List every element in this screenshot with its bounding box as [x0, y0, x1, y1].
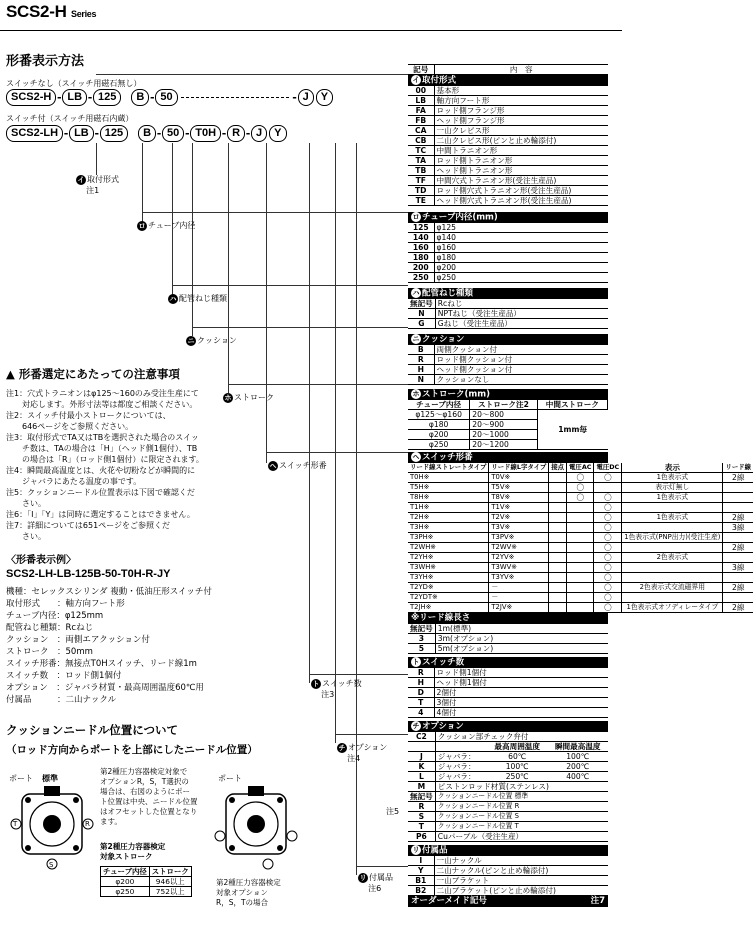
mount-row: FA ロッド側フランジ形 — [408, 106, 608, 116]
caution-line: の場合は「R」（ロッド側1個付）に限定されます。 — [6, 455, 204, 464]
cushion-row: H ヘッド側クッション付 — [408, 365, 608, 375]
qty-row: H ヘッド側1個付 — [408, 678, 608, 688]
example-line: 配管ねじ種類：Rcねじ — [6, 623, 94, 633]
option-row: M ピストンロッド材質(ステンレス) — [408, 782, 608, 792]
title-rule — [0, 30, 622, 31]
needle-desc-line: 場合は、右図のようにポー — [100, 787, 190, 796]
needle-caption-line: 対象オプション — [216, 888, 268, 897]
option-row: P6 Cuパーブル（受注生産） — [408, 832, 608, 842]
switch-row: T3H※ T3V※ 〇 3線 — [408, 523, 753, 533]
caution-line: 注1：穴式トラニオンはφ125〜160のみ受注生産にて — [6, 389, 199, 398]
callout-cushion: ニ クッション — [187, 336, 237, 345]
callout-mount: イ 取付形式 注1 — [77, 175, 119, 195]
option-row: K ジャバラ： 100℃ 200℃ — [408, 762, 608, 772]
num-6-icon: ヘ — [269, 461, 277, 470]
right-tables: 記号 内 容 イ 取付形式 00 基本形 LB 軸方向フート形 FA ロッド側フランジ形 FB ヘッド側フランジ形 CA 一山クレビス形 CB 二山クレビス形(ピンと止め輪添付) TC 中間トラニオン形 TA ロッド側トラニオン形 TB ヘッド側トラニオン形 TF 中間穴式トラニオン形(受注生産品) TD ロッド側穴式トラニオン形(受注生産品) TE ヘッド側穴式トラニオン形(受注生産品) ロ チューブ内径(mm) 125 φ125 140 φ140 160 φ160 180 φ180 200 φ200 250 φ250 ハ 配管ねじ種類 無記号 Rcねじ N NPTねじ（受注生産品） G Gねじ（受注生産品） ニ クッション B 両側クッション付 R ロッド側クッション付 H ヘッド側クッション付 N クッションなし ホ ストローク(mm) チューブ内径 ストローク注2 中間ストローク φ125〜φ160 20〜800 1mm毎 φ180 20〜900 φ200 20〜1000 φ250 20〜1200 ヘ スイッチ形番 リード線ストレートタイプ リード線L字タイプ 接点 電圧AC 電圧DC 表示 リード線 T0H※ T0V※ 〇 〇 1色表示式 2線 T5H※ T5V※ 〇 表示灯無し T8H※ T8V※ 〇 〇 1色表示式 T1H※ T1V※ 〇 T2H※ T2V※ 〇 1色表示式 2線 T3H※ T3V※ 〇 3線 T3PH※ T3PV※ 〇 1色表示式(PNP出力)(受注生産) T2WH※ T2WV※ 〇 2線 T2YH※ T2YV※ 〇 2色表示式 T3WH※ T3WV※ 〇 3線 T3YH※ T3YV※ 〇 T2YD※ － 〇 2色表示式交流磁界用 2線 T2YDT※ － 〇 T2JH※ T2JV※ 〇 1色表示式オフディレータイプ 2線 ※リード線長さ 無記号 1m(標準) 3 3m(オプション) 5 5m(オプション) ト スイッチ数 R ロッド側1個付 H ヘッド側1個付 D 2個付 T 3個付 4 4個付 チ オプション C2 クッション部チェック弁付 最高周囲温度 瞬間最高温度 J ジャバラ： 60℃ 100℃ K ジャバラ： 100℃ 200℃ L ジャバラ： 250℃ 400℃ M ピストンロッド材質(ステンレス) 無記号 クッションニードル位置 標準 R クッションニードル位置 R S クッションニードル位置 S T クッションニードル位置 T P6 Cuパーブル（受注生産） リ 付属品 I 一山ナックル Y 二山ナックル(ピンと止め輪添付) B1 一山ブラケット B2 二山ブラケット(ピンと止め輪添付) オーダーメイド記号 注7 — [410, 65, 751, 906]
acc-row: B1 一山ブラケット — [408, 876, 608, 886]
switch-row: T2YDT※ － 〇 — [408, 593, 753, 603]
sec-order: オーダーメイド記号 注7 — [408, 896, 608, 907]
with-magnet-label: スイッチ付（スイッチ用磁石内蔵） — [6, 114, 134, 123]
code-series: SCS2-H — [6, 89, 56, 106]
caution-line: チ数は、TAの場合は「H」（ヘッド側1個付）、TB — [6, 444, 198, 453]
needle-caption — [216, 878, 281, 908]
mount-row: TC 中間トラニオン形 — [408, 146, 608, 156]
port-row: N NPTねじ（受注生産品） — [408, 309, 608, 319]
needle-desc-line: ます。 — [100, 817, 122, 826]
mark-t: T — [13, 820, 18, 828]
example-line: 付属品 ：二山ナックル — [6, 695, 117, 705]
note5-label: 注5 — [386, 807, 400, 816]
example-line: ストローク ：50mm — [6, 647, 93, 657]
caution-line: 注3：取付形式でTA又はTBを選択された場合のスイッ — [6, 433, 199, 442]
code-mount-2: LB — [69, 125, 94, 142]
sec-acc: リ 付属品 — [408, 845, 608, 856]
hdr-content: 内 容 — [434, 65, 608, 75]
callout-tube: ロ チューブ内径 — [138, 221, 196, 230]
needle-table: チューブ内径 ストローク φ200 946以上 φ250 752以上 — [100, 866, 192, 897]
sec-qty: ト スイッチ数 — [408, 657, 608, 668]
caution-line: 注7：詳細については651ページをご参照くだ — [6, 521, 171, 530]
lead-row: 5 5m(オプション) — [408, 644, 608, 654]
example-lines — [6, 586, 212, 706]
num-8-icon: チ — [338, 743, 346, 752]
switch-row: T8H※ T8V※ 〇 〇 1色表示式 — [408, 493, 753, 503]
tube-row: 140 φ140 — [408, 233, 608, 243]
example-line: クッション ：両側エアクッション付 — [6, 635, 150, 645]
mount-row: FB ヘッド側フランジ形 — [408, 116, 608, 126]
example-heading: 〈形番表示例〉 — [6, 555, 76, 566]
needle-caption-line: R，S，Tの場合 — [216, 898, 269, 907]
switch-row: T2JH※ T2JV※ 〇 1色表示式オフディレータイプ 2線 — [408, 603, 753, 613]
switch-row: T5H※ T5V※ 〇 表示灯無し — [408, 483, 753, 493]
num-3-icon: ハ — [169, 294, 177, 303]
tube-row: 250 φ250 — [408, 273, 608, 283]
standard-label: 標準 — [42, 774, 58, 783]
needle-desc-line: オプションR，S，T選択の — [100, 777, 189, 786]
tube-row: 125 φ125 — [408, 223, 608, 233]
cushion-row: R ロッド側クッション付 — [408, 355, 608, 365]
switch-row: T1H※ T1V※ 〇 — [408, 503, 753, 513]
lead-row: 3 3m(オプション) — [408, 634, 608, 644]
example-line: スイッチ形番：無接点T0Hスイッチ、リード線1m — [6, 659, 197, 669]
acc-row: Y 二山ナックル(ピンと止め輪添付) — [408, 866, 608, 876]
port-row: 無記号 Rcねじ — [408, 299, 608, 309]
code-stroke-2: 50 — [162, 125, 184, 142]
option-row: C2 クッション部チェック弁付 — [408, 732, 608, 742]
callout-option: チ オプション 注4 — [338, 743, 388, 763]
mount-row: TF 中間穴式トラニオン形(受注生産品) — [408, 176, 608, 186]
caution-line: 注6：「I」「Y」は同時に選定することはできません。 — [6, 510, 195, 519]
ordering-heading: 形番表示方法 — [6, 54, 85, 69]
mount-row: TD ロッド側穴式トラニオン形(受注生産品) — [408, 186, 608, 196]
code-stroke: 50 — [155, 89, 177, 106]
mount-row: TB ヘッド側トラニオン形 — [408, 166, 608, 176]
sec-cushion: ニ クッション — [408, 334, 608, 345]
caution-line: ジャバラにあたる温度の事です。 — [6, 477, 142, 486]
option-row: T クッションニードル位置 T — [408, 822, 608, 832]
example-line: チューブ内径：φ125mm — [6, 611, 104, 621]
num-5-icon: ホ — [224, 393, 232, 402]
mount-row: TE ヘッド側穴式トラニオン形(受注生産品) — [408, 196, 608, 206]
cautions-list — [6, 388, 204, 542]
sec-option: チ オプション — [408, 721, 608, 732]
lead-row: 無記号 1m(標準) — [408, 624, 608, 634]
caution-line: 646ページをご参照ください。 — [6, 422, 134, 431]
tube-row: 160 φ160 — [408, 243, 608, 253]
option-row: J ジャバラ： 60℃ 100℃ — [408, 752, 608, 762]
needle-desc-line: はオフセットした位置となり — [100, 807, 198, 816]
mount-row: CB 二山クレビス形(ピンと止め輪添付) — [408, 136, 608, 146]
callout-qty: ト スイッチ数 注3 — [312, 679, 362, 699]
needle-heading: クッションニードル位置について — [6, 723, 179, 737]
example-line: 機種：セレックスシリンダ 複動・低油圧形スイッチ付 — [6, 587, 212, 597]
code-bore: 125 — [93, 89, 121, 106]
callout-switch: ヘ スイッチ形番 — [269, 461, 327, 470]
example-code: SCS2-LH-LB-125B-50-T0H-R-JY — [6, 568, 171, 580]
callout-stroke: ホ ストローク — [224, 393, 274, 402]
code-series-2: SCS2-LH — [6, 125, 63, 142]
switch-row: T3WH※ T3WV※ 〇 3線 — [408, 563, 753, 573]
stroke-row: φ200 20〜1000 — [408, 430, 608, 440]
mount-row: TA ロッド側トラニオン形 — [408, 156, 608, 166]
qty-row: D 2個付 — [408, 688, 608, 698]
stroke-row: φ250 20〜1200 — [408, 440, 608, 450]
switch-row: T2YH※ T2YV※ 〇 2色表示式 — [408, 553, 753, 563]
mark-s: S — [49, 861, 54, 869]
switch-row: T3PH※ T3PV※ 〇 1色表示式(PNP出力)(受注生産) — [408, 533, 753, 543]
port-row: G Gねじ（受注生産品） — [408, 319, 608, 329]
caution-line: 注2：スイッチ付最小ストロークについては、 — [6, 411, 171, 420]
sec-port: ハ 配管ねじ種類 — [408, 288, 608, 299]
qty-row: R ロッド側1個付 — [408, 668, 608, 678]
num-7-icon: ト — [312, 679, 320, 688]
cushion-row: B 両側クッション付 — [408, 345, 608, 355]
sec-mount: イ 取付形式 — [408, 75, 608, 86]
sec-switch: ヘ スイッチ形番 — [408, 452, 608, 463]
needle-desc-line: ト位置は中央、ニードル位置 — [100, 797, 198, 806]
switch-row: T0H※ T0V※ 〇 〇 1色表示式 2線 — [408, 473, 753, 483]
caution-line: 注5：クッションニードル位置表示は下図で確認くだ — [6, 488, 195, 497]
hdr-symbol: 記号 — [408, 65, 434, 75]
cylinder-standard-icon — [10, 784, 94, 870]
callout-accessory: リ 付属品 注6 — [359, 873, 393, 893]
code-cushion: B — [131, 89, 149, 106]
code-mount: LB — [62, 89, 87, 106]
example-line: オプション ：ジャバラ材質・最高周囲温度60℃用 — [6, 683, 204, 693]
stroke-row: φ180 20〜900 — [408, 420, 608, 430]
switch-row: T2WH※ T2WV※ 〇 2線 — [408, 543, 753, 553]
option-row: L ジャバラ： 250℃ 400℃ — [408, 772, 608, 782]
port-label-2: ポート — [218, 774, 242, 783]
option-row: 無記号 クッションニードル位置 標準 — [408, 792, 608, 802]
caution-line: さい。 — [6, 499, 46, 508]
port-label: ポート — [9, 774, 33, 783]
cautions-heading: ▲ 形番選定にあたっての注意事項 — [6, 367, 180, 381]
code-switch-2: T0H — [190, 125, 221, 142]
code-row-1: SCS2-H - LB - 125 B - 50 - J Y — [6, 89, 333, 106]
callout-port: ハ 配管ねじ種類 — [169, 294, 227, 303]
mark-r: R — [85, 820, 90, 828]
sec-stroke: ホ ストローク(mm) — [408, 389, 608, 400]
needle-subheading: （ロッド方向からポートを上部にしたニードル位置） — [6, 744, 258, 756]
needle-desc-line: 第2種圧力容器検定対象で — [100, 767, 188, 776]
warning-icon: ▲ — [6, 367, 15, 381]
sec-lead: ※リード線長さ — [408, 613, 608, 624]
qty-row: T 3個付 — [408, 698, 608, 708]
code-accessory: Y — [316, 89, 333, 106]
needle-description — [100, 767, 198, 827]
page-title: SCS2-H Series — [6, 2, 97, 21]
num-1-icon: イ — [77, 175, 85, 184]
option-row: R クッションニードル位置 R — [408, 802, 608, 812]
mount-row: CA 一山クレビス形 — [408, 126, 608, 136]
needle-caption-line: 第2種圧力容器検定 — [216, 878, 281, 887]
num-9-icon: リ — [359, 873, 367, 882]
example-line: スイッチ数 ：ロッド側1個付 — [6, 671, 122, 681]
sec-tube: ロ チューブ内径(mm) — [408, 212, 608, 223]
needle-table-title: 第2種圧力容器検定 対象ストローク — [100, 842, 166, 861]
switch-row: T2H※ T2V※ 〇 1色表示式 2線 — [408, 513, 753, 523]
without-magnet-label: スイッチなし（スイッチ用磁石無し） — [6, 79, 142, 88]
caution-line: さい。 — [6, 532, 46, 541]
code-row-2: SCS2-LH - LB - 125 B - 50 - T0H - R - J Y — [6, 125, 287, 142]
code-qty-2: R — [227, 125, 245, 142]
code-cushion-2: B — [138, 125, 156, 142]
caution-line: 対応します。外形寸法等は都度ご相談ください。 — [6, 400, 198, 409]
stroke-row: φ125〜φ160 20〜800 1mm毎 — [408, 410, 608, 420]
mount-row: LB 軸方向フート形 — [408, 96, 608, 106]
acc-row: I 一山ナックル — [408, 856, 608, 866]
option-row: S クッションニードル位置 S — [408, 812, 608, 822]
code-accessory-2: Y — [269, 125, 286, 142]
example-line: 取付形式 ：軸方向フート形 — [6, 599, 125, 609]
num-4-icon: ニ — [187, 336, 195, 345]
tube-row: 180 φ180 — [408, 253, 608, 263]
tube-row: 200 φ200 — [408, 263, 608, 273]
code-option-2: J — [251, 125, 267, 142]
caution-line: 注4：瞬間最高温度とは、火花や切粉などが瞬間的に — [6, 466, 196, 475]
code-option: J — [298, 89, 314, 106]
qty-row: 4 4個付 — [408, 708, 608, 718]
code-bore-2: 125 — [100, 125, 128, 142]
num-2-icon: ロ — [138, 221, 146, 230]
cylinder-offset-icon — [214, 784, 298, 870]
switch-row: T2YD※ － 〇 2色表示式交流磁界用 2線 — [408, 583, 753, 593]
mount-row: 00 基本形 — [408, 86, 608, 96]
acc-row: B2 二山ブラケット(ピンと止め輪添付) — [408, 886, 608, 896]
cushion-row: N クッションなし — [408, 375, 608, 385]
switch-row: T3YH※ T3YV※ 〇 — [408, 573, 753, 583]
